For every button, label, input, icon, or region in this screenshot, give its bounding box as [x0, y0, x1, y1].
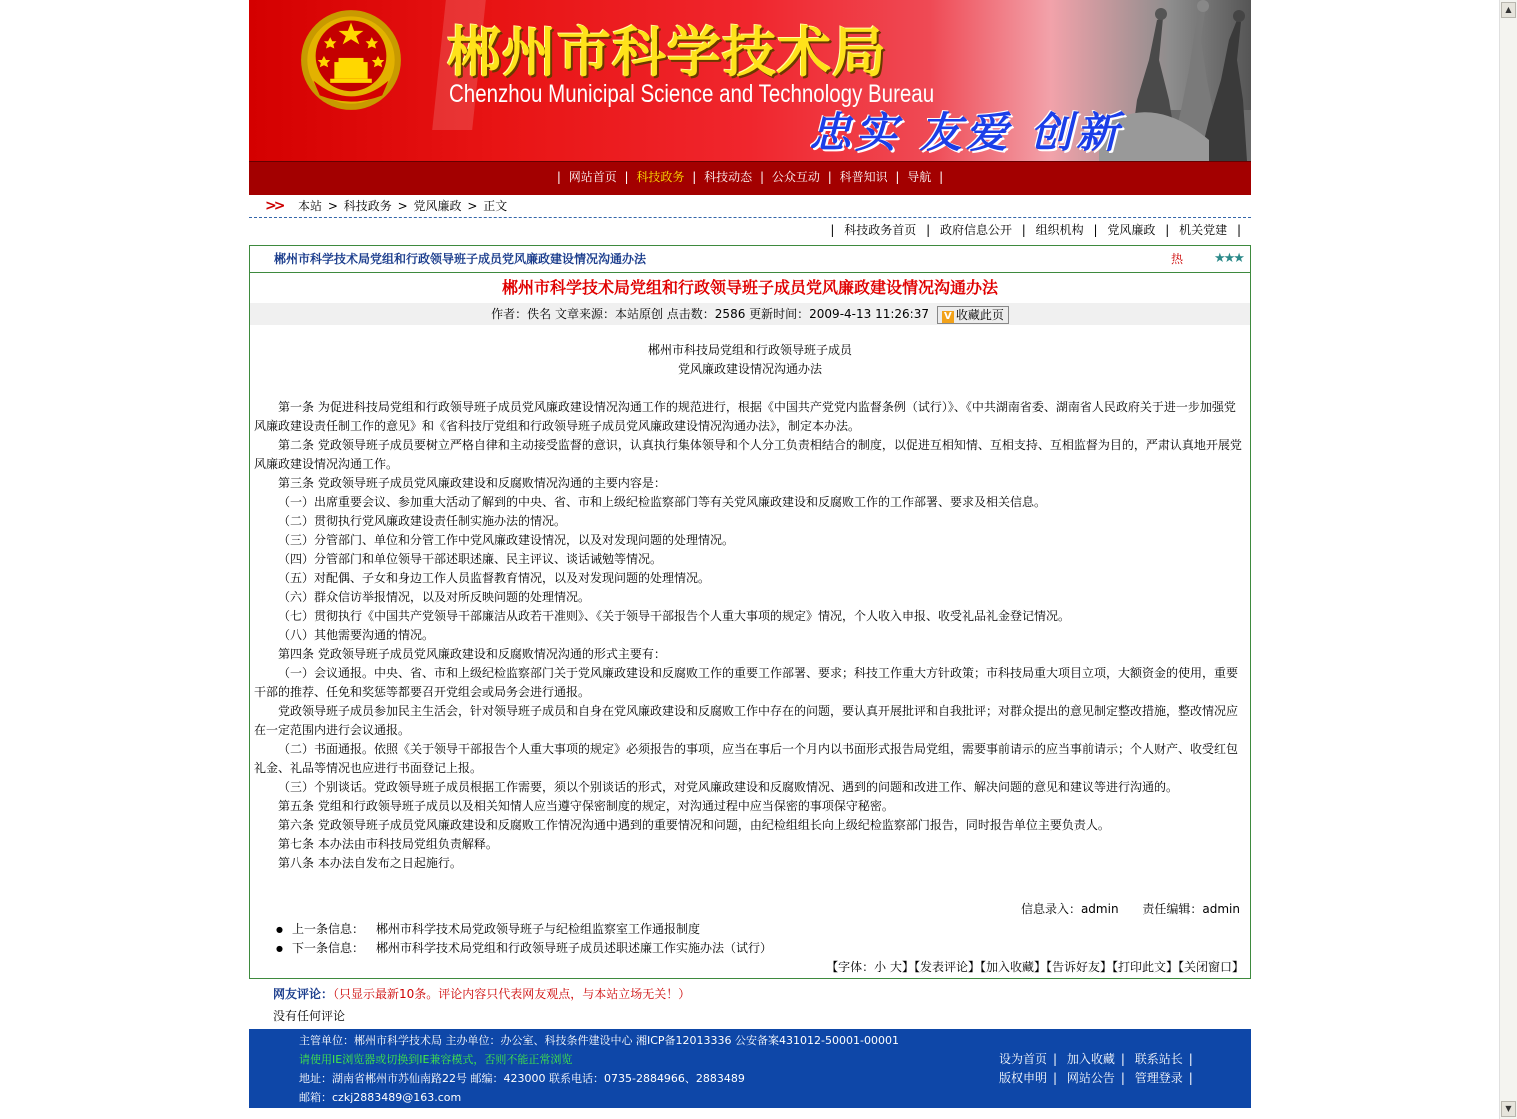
site-footer: 主管单位：郴州市科学技术局 主办单位：办公室、科技条件建设中心 湘ICP备12013336 公安备案431012-50001-00001 请使用IE浏览器或切换到IE兼容模式，否则不能正常浏览 地址：湖南省郴州市苏仙南路22号 邮编：423000 联系电话：0735-2884966、2883489 邮箱：czkj2883489@163.com 设为首页 | 加入收藏 | 联系站长 | 版权申明 | 网站公告 | 管理登录 |: [249, 1029, 1251, 1108]
article-paragraph: 第一条 为促进科技局党组和行政领导班子成员党风廉政建设情况沟通工作的规范进行，根据《中国共产党党内监督条例（试行）》、《中共湖南省委、湖南省人民政府关于进一步加强党风廉政建设责任制工作的意见》和《省科技厅党组和行政领导班子成员党风廉政建设情况沟通办法》，制定本办法。: [254, 400, 1236, 433]
prev-article: [276, 920, 1250, 939]
scroll-up-icon[interactable]: ▲: [1501, 2, 1516, 18]
editor-by: 责任编辑：admin: [1142, 902, 1240, 916]
article-title: 郴州市科学技术局党组和行政领导班子成员党风廉政建设情况沟通办法: [501, 278, 998, 297]
prev-article-link[interactable]: 郴州市科学技术局党政领导班子与纪检组监察室工作通报制度: [376, 922, 701, 936]
article-paragraph: （八）其他需要沟通的情况。: [278, 628, 435, 642]
article-paragraph: 第八条 本办法自发布之日起施行。: [278, 856, 462, 870]
breadcrumb-integrity[interactable]: 党风廉政: [413, 199, 462, 213]
footer-address: 地址：湖南省郴州市苏仙南路22号 邮编：423000 联系电话：0735-2884966、2883489: [299, 1072, 745, 1085]
bookmark-button[interactable]: [937, 306, 1009, 324]
footer-link-admin-login[interactable]: 管理登录: [1134, 1071, 1183, 1085]
comments-section: [249, 979, 1251, 1027]
banner-english-title: Chenzhou Municipal Science and Technology Bureau: [449, 80, 935, 108]
article-paragraph: 第二条 党政领导班子成员要树立严格自律和主动接受监督的意识，认真执行集体领导和个人分工负责相结合的制度，以促进互相知情、互相支持、互相监督为目的，严肃认真地开展党风廉政建设情况沟通工作。: [254, 438, 1242, 471]
footer-link-copyright[interactable]: 版权申明: [999, 1071, 1048, 1085]
article-meta: [250, 303, 1250, 325]
article-paragraph: 第四条 党政领导班子成员党风廉政建设和反腐败情况沟通的形式主要有：: [278, 647, 666, 661]
article-paragraph: （二）书面通报。依照《关于领导干部报告个人重大事项的规定》必须报告的事项，应当在事后一个月内以书面形式报告局党组，需要事前请示的应当事前请示；个人财产、收受红包礼金、礼品等情况也应进行书面登记上报。: [254, 742, 1239, 775]
nav-item-gov-affairs[interactable]: 科技政务: [636, 170, 685, 184]
sub-navigation: | 科技政务首页 | 政府信息公开 | 组织机构 | 党风廉政 | 机关党建 |: [830, 223, 1241, 237]
article-paragraph: （四）分管部门和单位领导干部述职述廉、民主评议、谈话诫勉等情况。: [278, 552, 663, 566]
comments-empty: 没有任何评论: [273, 1009, 346, 1023]
breadcrumb-separator: >: [327, 199, 338, 213]
nav-item-home[interactable]: 网站首页: [568, 170, 617, 184]
footer-sponsor: 主管单位：郴州市科学技术局 主办单位：办公室、科技条件建设中心 湘ICP备12013336 公安备案431012-50001-00001: [299, 1034, 899, 1047]
breadcrumb-current: 正文: [483, 199, 508, 213]
article-paragraph: 第七条 本办法由市科技局党组负责解释。: [278, 837, 498, 851]
article-paragraph: 第六条 党政领导班子成员党风廉政建设和反腐败工作情况沟通中遇到的重要情况和问题，由纪检组组长向上级纪检监察部门报告，同时报告单位主要负责人。: [278, 818, 1110, 832]
subnav-gov-home[interactable]: 科技政务首页: [844, 223, 917, 237]
prev-label: 上一条信息：: [292, 922, 365, 936]
prev-next-links: [250, 918, 1250, 958]
article-paragraph: （一）出席重要会议、参加重大活动了解到的中央、省、市和上级纪检监察部门等有关党风廉政建设和反腐败工作的工作部署、要求及相关信息。: [278, 495, 1047, 509]
article-paragraph: 第三条 党政领导班子成员党风廉政建设和反腐败情况沟通的主要内容是：: [278, 476, 666, 490]
article-editors: [250, 892, 1250, 918]
vertical-scrollbar[interactable]: [1499, 0, 1517, 1119]
breadcrumb-separator: >: [397, 199, 408, 213]
entry-by: 信息录入：admin: [1020, 902, 1119, 916]
comments-note: （只显示最新10条。评论内容只代表网友观点，与本站立场无关！）: [333, 987, 691, 1001]
article-paragraph: （一）会议通报。中央、省、市和上级纪检监察部门关于党风廉政建设和反腐败工作的重要工作部署、要求；科技工作重大方针政策；市科技局重大项目立项，大额资金的使用，重要干部的推荐、任免和奖惩等都要召开党组会或局务会进行通报。: [254, 666, 1239, 699]
main-navigation: | 网站首页 | 科技政务 | 科技动态 | 公众互动 | 科普知识 | 导航 |: [249, 161, 1251, 195]
national-emblem-icon: [299, 8, 403, 112]
article-body: [250, 325, 1250, 892]
nav-item-interaction[interactable]: 公众互动: [771, 170, 820, 184]
rating-stars-icon: ★★★: [1214, 251, 1243, 266]
subnav-organization[interactable]: 组织机构: [1035, 223, 1084, 237]
article-tools[interactable]: 【字体：小 大】【发表评论】【加入收藏】【告诉好友】【打印此文】【关闭窗口】: [826, 960, 1244, 974]
article-paragraph: （三）个别谈话。党政领导班子成员根据工作需要，须以个别谈话的形式，对党风廉政建设和反腐败情况、遇到的问题和改进工作、解决问题的意见和建议等进行沟通的。: [278, 780, 1179, 794]
article-header-bar: [250, 246, 1250, 273]
footer-browser-warning: 请使用IE浏览器或切换到IE兼容模式，否则不能正常浏览: [299, 1053, 573, 1066]
article-paragraph: （二）贯彻执行党风廉政建设责任制实施办法的情况。: [278, 514, 567, 528]
article-subtitle: 郴州市科技局党组和行政领导班子成员: [647, 343, 852, 357]
subnav-info-disclosure[interactable]: 政府信息公开: [939, 223, 1012, 237]
double-chevron-icon: >>: [265, 198, 283, 214]
footer-link-contact[interactable]: 联系站长: [1134, 1052, 1183, 1066]
next-article-link[interactable]: 郴州市科学技术局党组和行政领导班子成员述职述廉工作实施办法（试行）: [376, 941, 773, 955]
bookmark-label: 收藏此页: [955, 307, 1004, 322]
hot-badge: 热: [1171, 252, 1184, 266]
breadcrumb-separator: >: [467, 199, 478, 213]
breadcrumb: [249, 195, 1251, 218]
next-article: [276, 939, 1250, 958]
scroll-down-icon[interactable]: ▼: [1501, 1101, 1516, 1117]
next-label: 下一条信息：: [292, 941, 365, 955]
article-paragraph: （六）群众信访举报情况，以及对所反映问题的处理情况。: [278, 590, 591, 604]
page: [249, 0, 1251, 1108]
breadcrumb-home[interactable]: 本站: [298, 199, 323, 213]
article-subtitle: 党风廉政建设情况沟通办法: [677, 362, 822, 376]
footer-link-add-favorite[interactable]: 加入收藏: [1066, 1052, 1115, 1066]
breadcrumb-gov-affairs[interactable]: 科技政务: [343, 199, 392, 213]
subnav-party-building[interactable]: 机关党建: [1179, 223, 1228, 237]
article-header-title: 郴州市科学技术局党组和行政领导班子成员党风廉政建设情况沟通办法: [274, 252, 647, 266]
footer-link-notice[interactable]: 网站公告: [1066, 1071, 1115, 1085]
article-paragraph: （三）分管部门、单位和分管工作中党风廉政建设情况，以及对发现问题的处理情况。: [278, 533, 735, 547]
banner-slogan: 忠实 友爱 创新: [809, 108, 1123, 157]
nav-item-news[interactable]: 科技动态: [704, 170, 753, 184]
footer-link-set-home[interactable]: 设为首页: [999, 1052, 1048, 1066]
article-paragraph: （七）贯彻执行《中国共产党领导干部廉洁从政若干准则》、《关于领导干部报告个人重大事项的规定》情况，个人收入申报、收受礼品礼金登记情况。: [278, 609, 1071, 623]
article-paragraph: （五）对配偶、子女和身边工作人员监督教育情况，以及对发现问题的处理情况。: [278, 571, 711, 585]
footer-email: 邮箱：czkj2883489@163.com: [299, 1091, 462, 1104]
subnav-integrity[interactable]: 党风廉政: [1107, 223, 1156, 237]
comments-heading: 网友评论：: [273, 987, 334, 1001]
article-meta-text: 作者：佚名 文章来源：本站原创 点击数：2586 更新时间：2009-4-13 11:26:37: [491, 307, 929, 321]
site-banner: [249, 0, 1251, 161]
bookmark-icon: V: [942, 311, 954, 323]
article-paragraph: 党政领导班子成员参加民主生活会，针对领导班子成员和自身在党风廉政建设和反腐败工作中存在的问题，要认真开展批评和自我批评；对群众提出的意见制定整改措施，整改情况应在一定范围内进行会议通报。: [254, 704, 1239, 737]
nav-item-science[interactable]: 科普知识: [839, 170, 888, 184]
banner-title: 郴州市科学技术局: [447, 21, 887, 84]
article-box: [249, 245, 1251, 979]
nav-item-navigation[interactable]: 导航: [907, 170, 932, 184]
article-paragraph: 第五条 党组和行政领导班子成员以及相关知情人应当遵守保密制度的规定，对沟通过程中应当保密的事项保守秘密。: [278, 799, 894, 813]
